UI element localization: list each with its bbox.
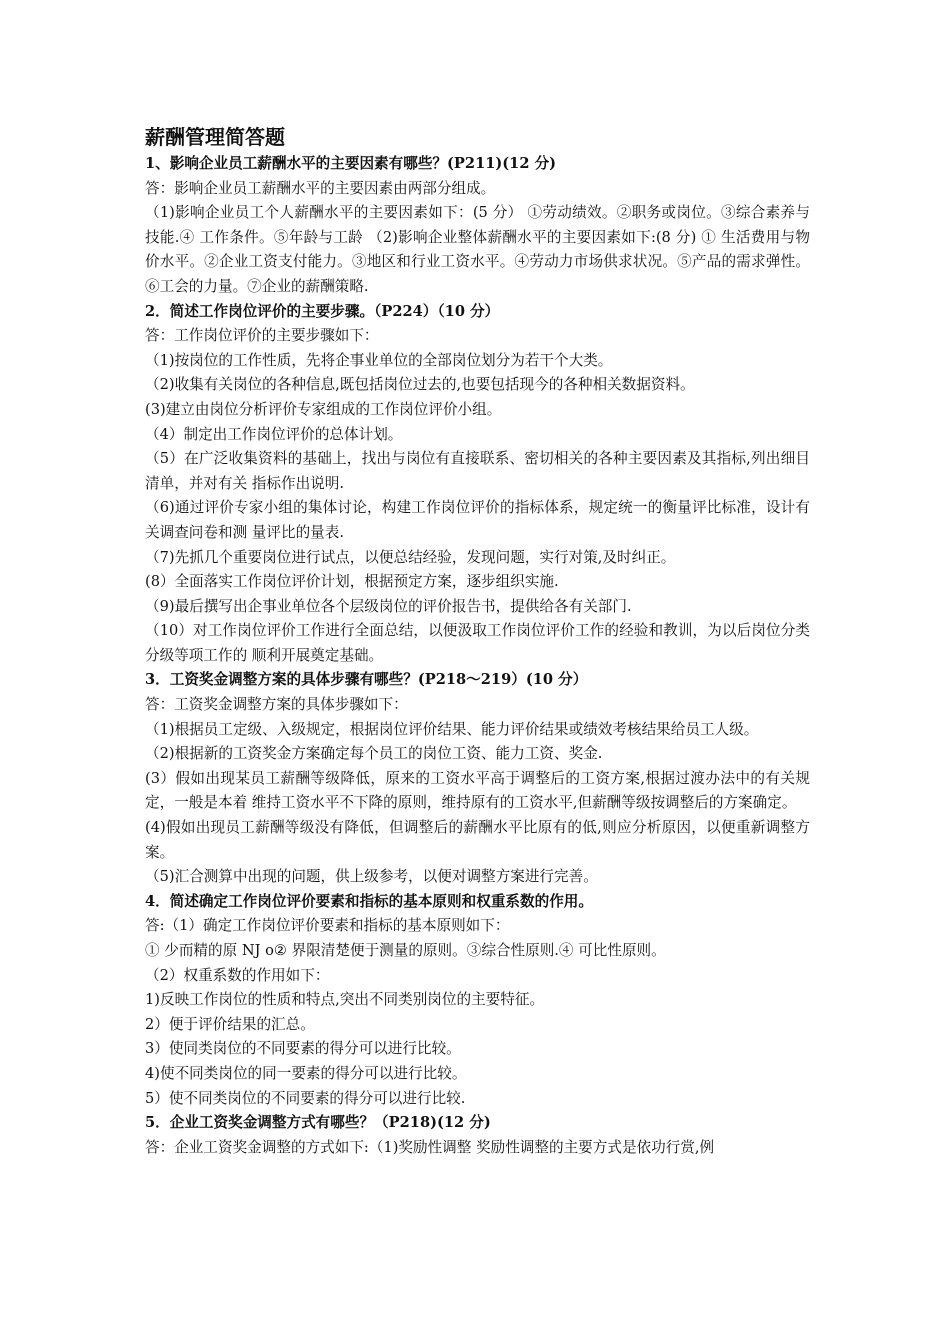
paragraph: (3）假如出现某员工薪酬等级降低，原来的工资水平高于调整后的工资方案,根据过渡办法中的有关规定，一般是本着 维持工资水平不下降的原则，维持原有的工资水平,但薪酬等级按调整后的方案确定。	[145, 769, 810, 812]
paragraph: （5）在广泛收集资料的基础上，找出与岗位有直接联系、密切相关的各种主要因素及其指标,列出细目清单，并对有关 指标作出说明.	[145, 450, 810, 492]
paragraph: （2)根据新的工资奖金方案确定每个员工的岗位工资、能力工资、奖金.	[145, 745, 603, 763]
paragraph: （5)汇合测算中出现的问题，供上级参考，以便对调整方案进行完善。	[145, 868, 598, 886]
section-4	[145, 890, 810, 1111]
paragraph: (3)建立由岗位分析评价专家组成的工作岗位评价小组。	[145, 400, 502, 418]
section-2	[145, 300, 810, 669]
section-heading: 4．简述确定工作岗位评价要素和指标的基本原则和权重系数的作用。	[145, 892, 593, 910]
paragraph: （1)根据员工定级、入级规定，根据岗位评价结果、能力评价结果或绩效考核结果给员工人级。	[145, 720, 759, 738]
paragraph: （4）制定出工作岗位评价的总体计划。	[145, 425, 403, 443]
paragraph: （1)按岗位的工作性质，先将企事业单位的全部岗位划分为若干个大类。	[145, 351, 613, 369]
paragraph: 答：工作岗位评价的主要步骤如下：	[145, 327, 379, 345]
paragraph: 4)使不同类岗位的同一要素的得分可以进行比较。	[145, 1064, 467, 1082]
paragraph: ① 少而精的原 NJ o② 界限清楚便于测量的原则。③综合性原则.④ 可比性原则。	[145, 942, 666, 959]
document-title: 薪酬管理简答题	[145, 125, 285, 149]
section-heading: 2．简述工作岗位评价的主要步骤。（P224）（10 分）	[145, 302, 500, 320]
paragraph: （7)先抓几个重要岗位进行试点，以便总结经验，发现问题，实行对策,及时纠正。	[145, 548, 676, 566]
paragraph: （2）权重系数的作用如下：	[145, 966, 330, 984]
section-heading: 1、影响企业员工薪酬水平的主要因素有哪些？(P211)(12 分)	[145, 155, 557, 172]
paragraph: (8）全面落实工作岗位评价计划，根据预定方案，逐步组织实施.	[145, 573, 559, 591]
paragraph: (4)假如出现员工薪酬等级没有降低，但调整后的薪酬水平比原有的低,则应分析原因，以便重新调整方案。	[145, 819, 810, 861]
section-heading: 3．工资奖金调整方案的具体步骤有哪些？(P218～219）(10 分）	[145, 671, 588, 689]
paragraph: 1)反映工作岗位的性质和特点,突出不同类别岗位的主要特征。	[145, 991, 545, 1009]
paragraph: 3）使同类岗位的不同要素的得分可以进行比较。	[145, 1040, 461, 1058]
section-heading: 5．企业工资奖金调整方式有哪些？（P218)(12 分)	[145, 1114, 491, 1132]
paragraph: 答：工资奖金调整方案的具体步骤如下：	[145, 696, 408, 714]
document-body	[145, 122, 810, 1160]
paragraph: 5）使不同类岗位的不同要素的得分可以进行比较.	[145, 1089, 466, 1107]
paragraph: （2)收集有关岗位的各种信息,既包括岗位过去的,也要包括现今的各种相关数据资料。	[145, 376, 695, 394]
paragraph: （6)通过评价专家小组的集体讨论，构建工作岗位评价的指标体系，规定统一的衡量评比标准，设计有关调查问卷和测 量评比的量表.	[145, 499, 810, 541]
paragraph: 答:（1）确定工作岗位评价要素和指标的基本原则如下：	[145, 917, 510, 935]
paragraph: （1)影响企业员工个人薪酬水平的主要因素如下：(5 分） ①劳动绩效。②职务或岗位。③综合素养与技能.④ 工作条件。⑤年龄与工龄 （2)影响企业整体薪酬水平的主要因素如下:(8 分) ① 生活费用与物价水平。②企业工资支付能力。③地区和行业工资水平。④劳动力市场供求状况。⑤产品的需求弹性。 ⑥工会的力量。⑦企业的薪酬策略.	[145, 204, 810, 295]
paragraph: 答：企业工资奖金调整的方式如下:（1)奖励性调整 奖励性调整的主要方式是依功行赏,例	[145, 1138, 715, 1156]
paragraph: 2）便于评价结果的汇总。	[145, 1015, 315, 1033]
paragraph: （9)最后撰写出企事业单位各个层级岗位的评价报告书，提供给各有关部门.	[145, 597, 632, 615]
section-1	[145, 152, 810, 300]
section-3	[145, 668, 810, 889]
paragraph: （10）对工作岗位评价工作进行全面总结，以便汲取工作岗位评价工作的经验和教训，为以后岗位分类分级等项工作的 顺利开展奠定基础。	[145, 622, 810, 664]
section-5	[145, 1111, 810, 1160]
paragraph: 答：影响企业员工薪酬水平的主要因素由两部分组成。	[145, 179, 496, 197]
